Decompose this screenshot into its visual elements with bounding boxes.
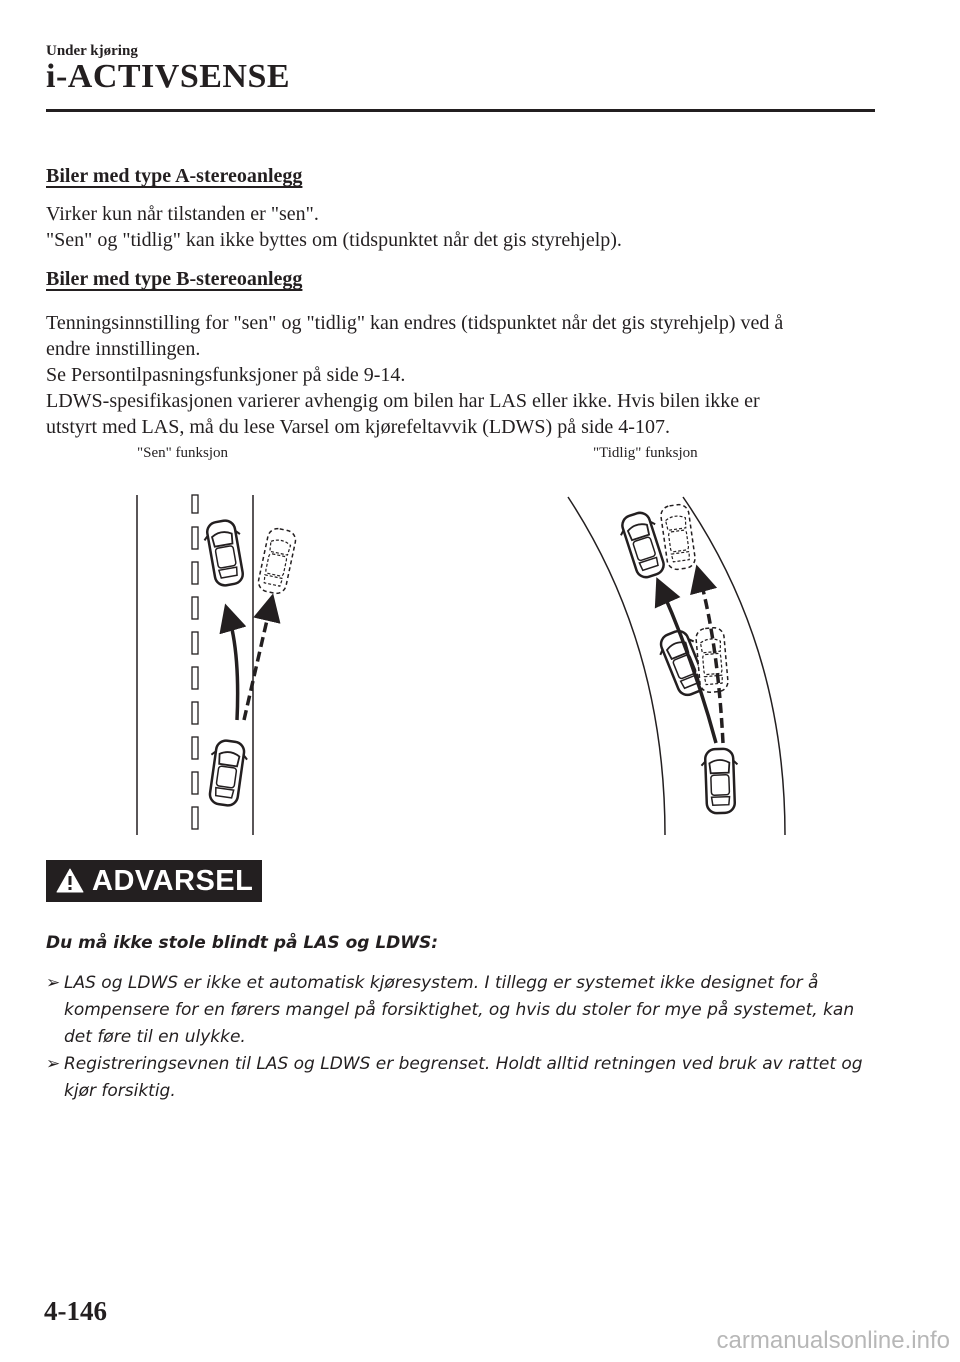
type-a-line: Virker kun når tilstanden er "sen". xyxy=(46,203,319,225)
type-b-line: endre innstillingen. xyxy=(46,338,201,360)
caption-late: "Sen" funksjon xyxy=(137,445,228,461)
type-b-body xyxy=(46,310,886,440)
chapter-title: i-ACTIVSENSE xyxy=(46,58,291,95)
bullet-arrow-icon: ➢ xyxy=(46,973,61,993)
page-number: 4-146 xyxy=(44,1296,107,1326)
bullet-arrow-icon: ➢ xyxy=(46,1054,61,1074)
caption-early: "Tidlig" funksjon xyxy=(593,445,698,461)
early-scene xyxy=(568,497,785,835)
warning-heading: Du må ikke stole blindt på LAS og LDWS: xyxy=(46,933,439,953)
type-a-body xyxy=(46,201,886,253)
lane-assist-illustration xyxy=(120,485,800,840)
title-rule xyxy=(46,109,875,112)
type-b-heading: Biler med type B-stereoanlegg xyxy=(46,268,303,290)
warning-bullet xyxy=(46,970,876,1051)
watermark: carmanualsonline.info xyxy=(716,1327,950,1354)
late-scene xyxy=(137,495,297,835)
warning-bullet-text: Registreringsevnen til LAS og LDWS er begrenset. Holdt alltid retningen ved bruk av rattet og kjør forsiktig. xyxy=(64,1054,863,1101)
type-a-line: "Sen" og "tidlig" kan ikke byttes om (tidspunktet når det gis styrehjelp). xyxy=(46,229,622,251)
type-b-line: utstyrt med LAS, må du lese Varsel om kjørefeltavvik (LDWS) på side 4-107. xyxy=(46,416,670,438)
type-a-heading: Biler med type A-stereoanlegg xyxy=(46,165,303,187)
section-label: Under kjøring xyxy=(46,43,138,59)
warning-triangle-icon xyxy=(56,867,84,895)
warning-label: ADVARSEL xyxy=(92,864,254,897)
type-b-line: LDWS-spesifikasjonen varierer avhengig om bilen har LAS eller ikke. Hvis bilen ikke er xyxy=(46,390,760,412)
warning-badge xyxy=(46,860,262,902)
type-b-line: Tenningsinnstilling for "sen" og "tidlig" kan endres (tidspunktet når det gis styrehjelp) ved å xyxy=(46,312,784,334)
type-b-line: Se Persontilpasningsfunksjoner på side 9-14. xyxy=(46,364,406,386)
warning-bullet-text: LAS og LDWS er ikke et automatisk kjøresystem. I tillegg er systemet ikke designet for å kompensere for en førers mangel på forsiktighet, og hvis du stoler for mye på systemet, kan det føre til en ulykke. xyxy=(64,973,855,1047)
warning-bullet xyxy=(46,1051,876,1105)
